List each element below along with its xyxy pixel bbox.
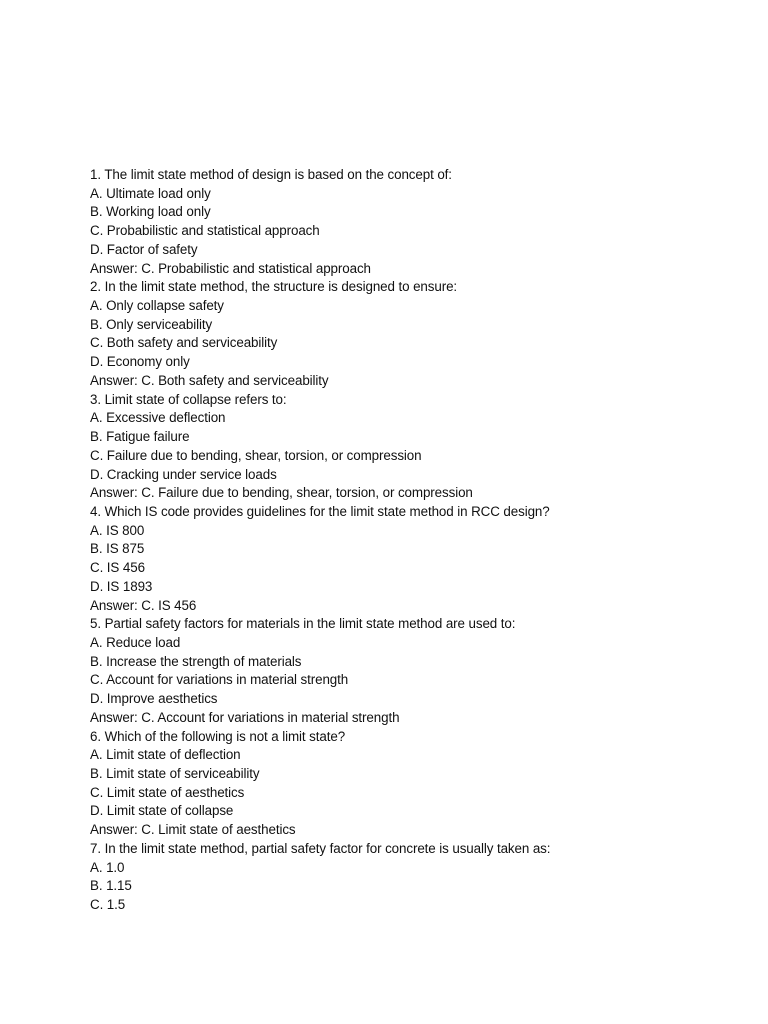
- option-d: D. Improve aesthetics: [90, 691, 218, 707]
- option-d: D. Cracking under service loads: [90, 466, 277, 482]
- option-c: C. Limit state of aesthetics: [90, 784, 245, 800]
- option-a: A. Only collapse safety: [90, 298, 224, 314]
- question-block: [90, 166, 730, 278]
- question-text: 3. Limit state of collapse refers to:: [90, 391, 287, 407]
- option-c: C. 1.5: [90, 897, 126, 913]
- answer-text: Answer: C. Probabilistic and statistical approach: [90, 260, 371, 276]
- option-b: B. Limit state of serviceability: [90, 766, 260, 781]
- option-d: D. Limit state of collapse: [90, 803, 234, 819]
- option-b: B. Fatigue failure: [90, 429, 190, 445]
- option-d: D. IS 1893: [90, 578, 153, 594]
- question-text: 5. Partial safety factors for materials in the limit state method are used to:: [90, 616, 516, 632]
- option-d: D. Economy only: [90, 354, 190, 370]
- question-text: 4. Which IS code provides guidelines for the limit state method in RCC design?: [90, 503, 550, 519]
- option-a: A. IS 800: [90, 522, 145, 538]
- option-b: B. Working load only: [90, 204, 211, 220]
- option-c: C. Probabilistic and statistical approach: [90, 223, 320, 239]
- question-text: 6. Which of the following is not a limit state?: [90, 728, 346, 744]
- answer-text: Answer: C. Failure due to bending, shear, torsion, or compression: [90, 485, 473, 501]
- option-a: A. Limit state of deflection: [90, 747, 241, 763]
- option-b: B. IS 875: [90, 541, 145, 557]
- question-block: [90, 278, 730, 390]
- option-a: A. Excessive deflection: [90, 410, 226, 426]
- option-c: C. IS 456: [90, 560, 145, 576]
- question-block: [90, 840, 730, 915]
- question-block: [90, 615, 730, 727]
- option-c: C. Both safety and serviceability: [90, 335, 278, 351]
- option-b: B. 1.15: [90, 878, 132, 894]
- question-block: [90, 391, 730, 503]
- option-d: D. Factor of safety: [90, 241, 198, 257]
- answer-text: Answer: C. Account for variations in material strength: [90, 709, 400, 725]
- answer-text: Answer: C. IS 456: [90, 597, 197, 613]
- question-block: [90, 728, 730, 840]
- answer-text: Answer: C. Both safety and serviceability: [90, 372, 329, 388]
- option-b: B. Only serviceability: [90, 316, 213, 332]
- option-a: A. Reduce load: [90, 634, 181, 650]
- question-text: 1. The limit state method of design is based on the concept of:: [90, 167, 452, 182]
- option-a: A. Ultimate load only: [90, 185, 211, 201]
- option-c: C. Failure due to bending, shear, torsion, or compression: [90, 447, 422, 463]
- option-c: C. Account for variations in material strength: [90, 672, 349, 688]
- option-b: B. Increase the strength of materials: [90, 653, 302, 669]
- question-text: 7. In the limit state method, partial safety factor for concrete is usually taken as:: [90, 840, 551, 856]
- option-a: A. 1.0: [90, 859, 125, 875]
- question-list: [90, 166, 730, 915]
- question-block: [90, 503, 730, 615]
- question-text: 2. In the limit state method, the structure is designed to ensure:: [90, 279, 458, 295]
- answer-text: Answer: C. Limit state of aesthetics: [90, 822, 296, 838]
